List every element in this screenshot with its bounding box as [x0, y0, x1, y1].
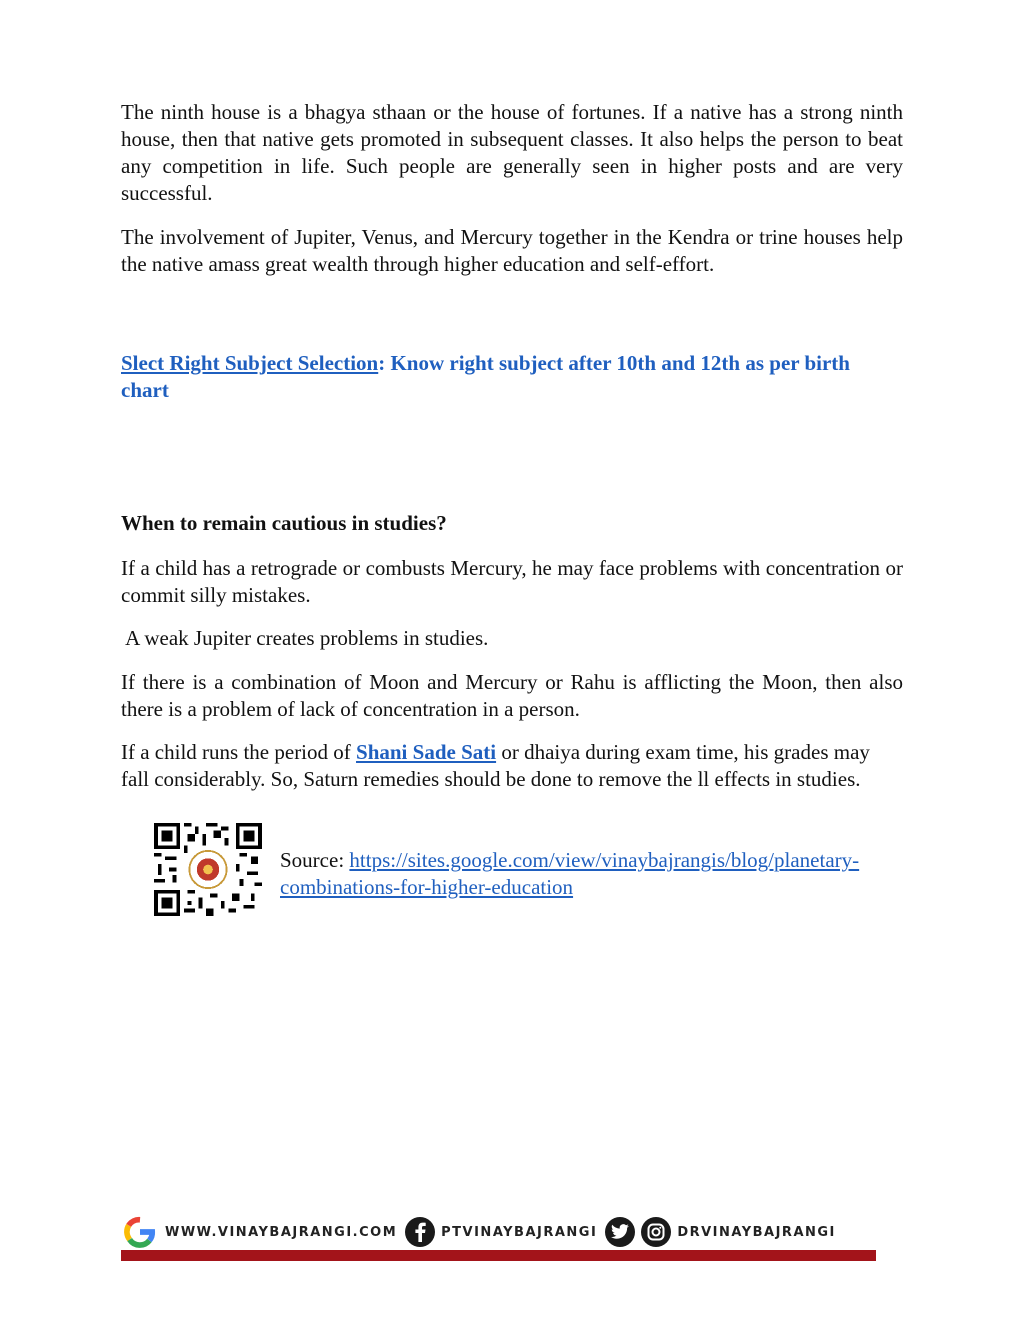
footer-banner: [121, 1214, 876, 1262]
footer-links: [121, 1214, 844, 1250]
website-text: WWW.VINAYBAJRANGI.COM: [165, 1224, 398, 1240]
subject-selection-text: : Know right subject after 10th and 12th as per birth chart: [121, 351, 850, 402]
paragraph-weak-jupiter: A weak Jupiter creates problems in studies.: [121, 626, 489, 650]
footer-bar: [121, 1250, 876, 1261]
subject-selection-link[interactable]: Slect Right Subject Selection: [121, 351, 379, 375]
google-icon: [121, 1216, 159, 1248]
source-citation: [280, 847, 940, 901]
source-url-link[interactable]: https://sites.google.com/view/vinaybajrangis/blog/planetary-combinations-for-higher-education: [280, 848, 860, 899]
twitter-icon: [605, 1217, 635, 1247]
paragraph-moon-mercury: If there is a combination of Moon and Mercury or Rahu is afflicting the Moon, then also there is a problem of lack of concentration in a person.: [121, 670, 903, 721]
footer-facebook[interactable]: [405, 1217, 597, 1247]
qr-code-icon: [153, 823, 263, 916]
paragraph-jupiter-venus-mercury: The involvement of Jupiter, Venus, and Mercury together in the Kendra or trine houses help the native amass great wealth through higher education and self-effort.: [121, 225, 903, 276]
shani-text-before: If a child runs the period of: [121, 740, 357, 764]
paragraph-ninth-house: The ninth house is a bhagya sthaan or the house of fortunes. If a native has a strong ninth house, then that native gets promoted in subsequent classes. It also helps the person to beat any competition in life. Such people are generally seen in higher posts and are very successful.: [121, 100, 903, 205]
paragraph-mercury: If a child has a retrograde or combusts Mercury, he may face problems with concentration or commit silly mistakes.: [121, 556, 903, 607]
section-heading: When to remain cautious in studies?: [121, 511, 447, 535]
facebook-icon: [405, 1217, 435, 1247]
subject-selection-promo: [121, 350, 903, 404]
source-label: Source:: [280, 848, 350, 872]
footer-social[interactable]: [605, 1217, 836, 1247]
paragraph-shani-sade-sati: [121, 739, 896, 793]
footer-website[interactable]: [121, 1216, 397, 1248]
social-text: DRVINAYBAJRANGI: [677, 1224, 836, 1240]
facebook-text: PTVINAYBAJRANGI: [441, 1224, 598, 1240]
shani-sade-sati-link[interactable]: Shani Sade Sati: [356, 740, 497, 764]
shani-text-after: or dhaiya during exam time, his grades may fall considerably. So, Saturn remedies should be done to remove the ll effects in studies.: [121, 740, 870, 791]
instagram-icon: [641, 1217, 671, 1247]
